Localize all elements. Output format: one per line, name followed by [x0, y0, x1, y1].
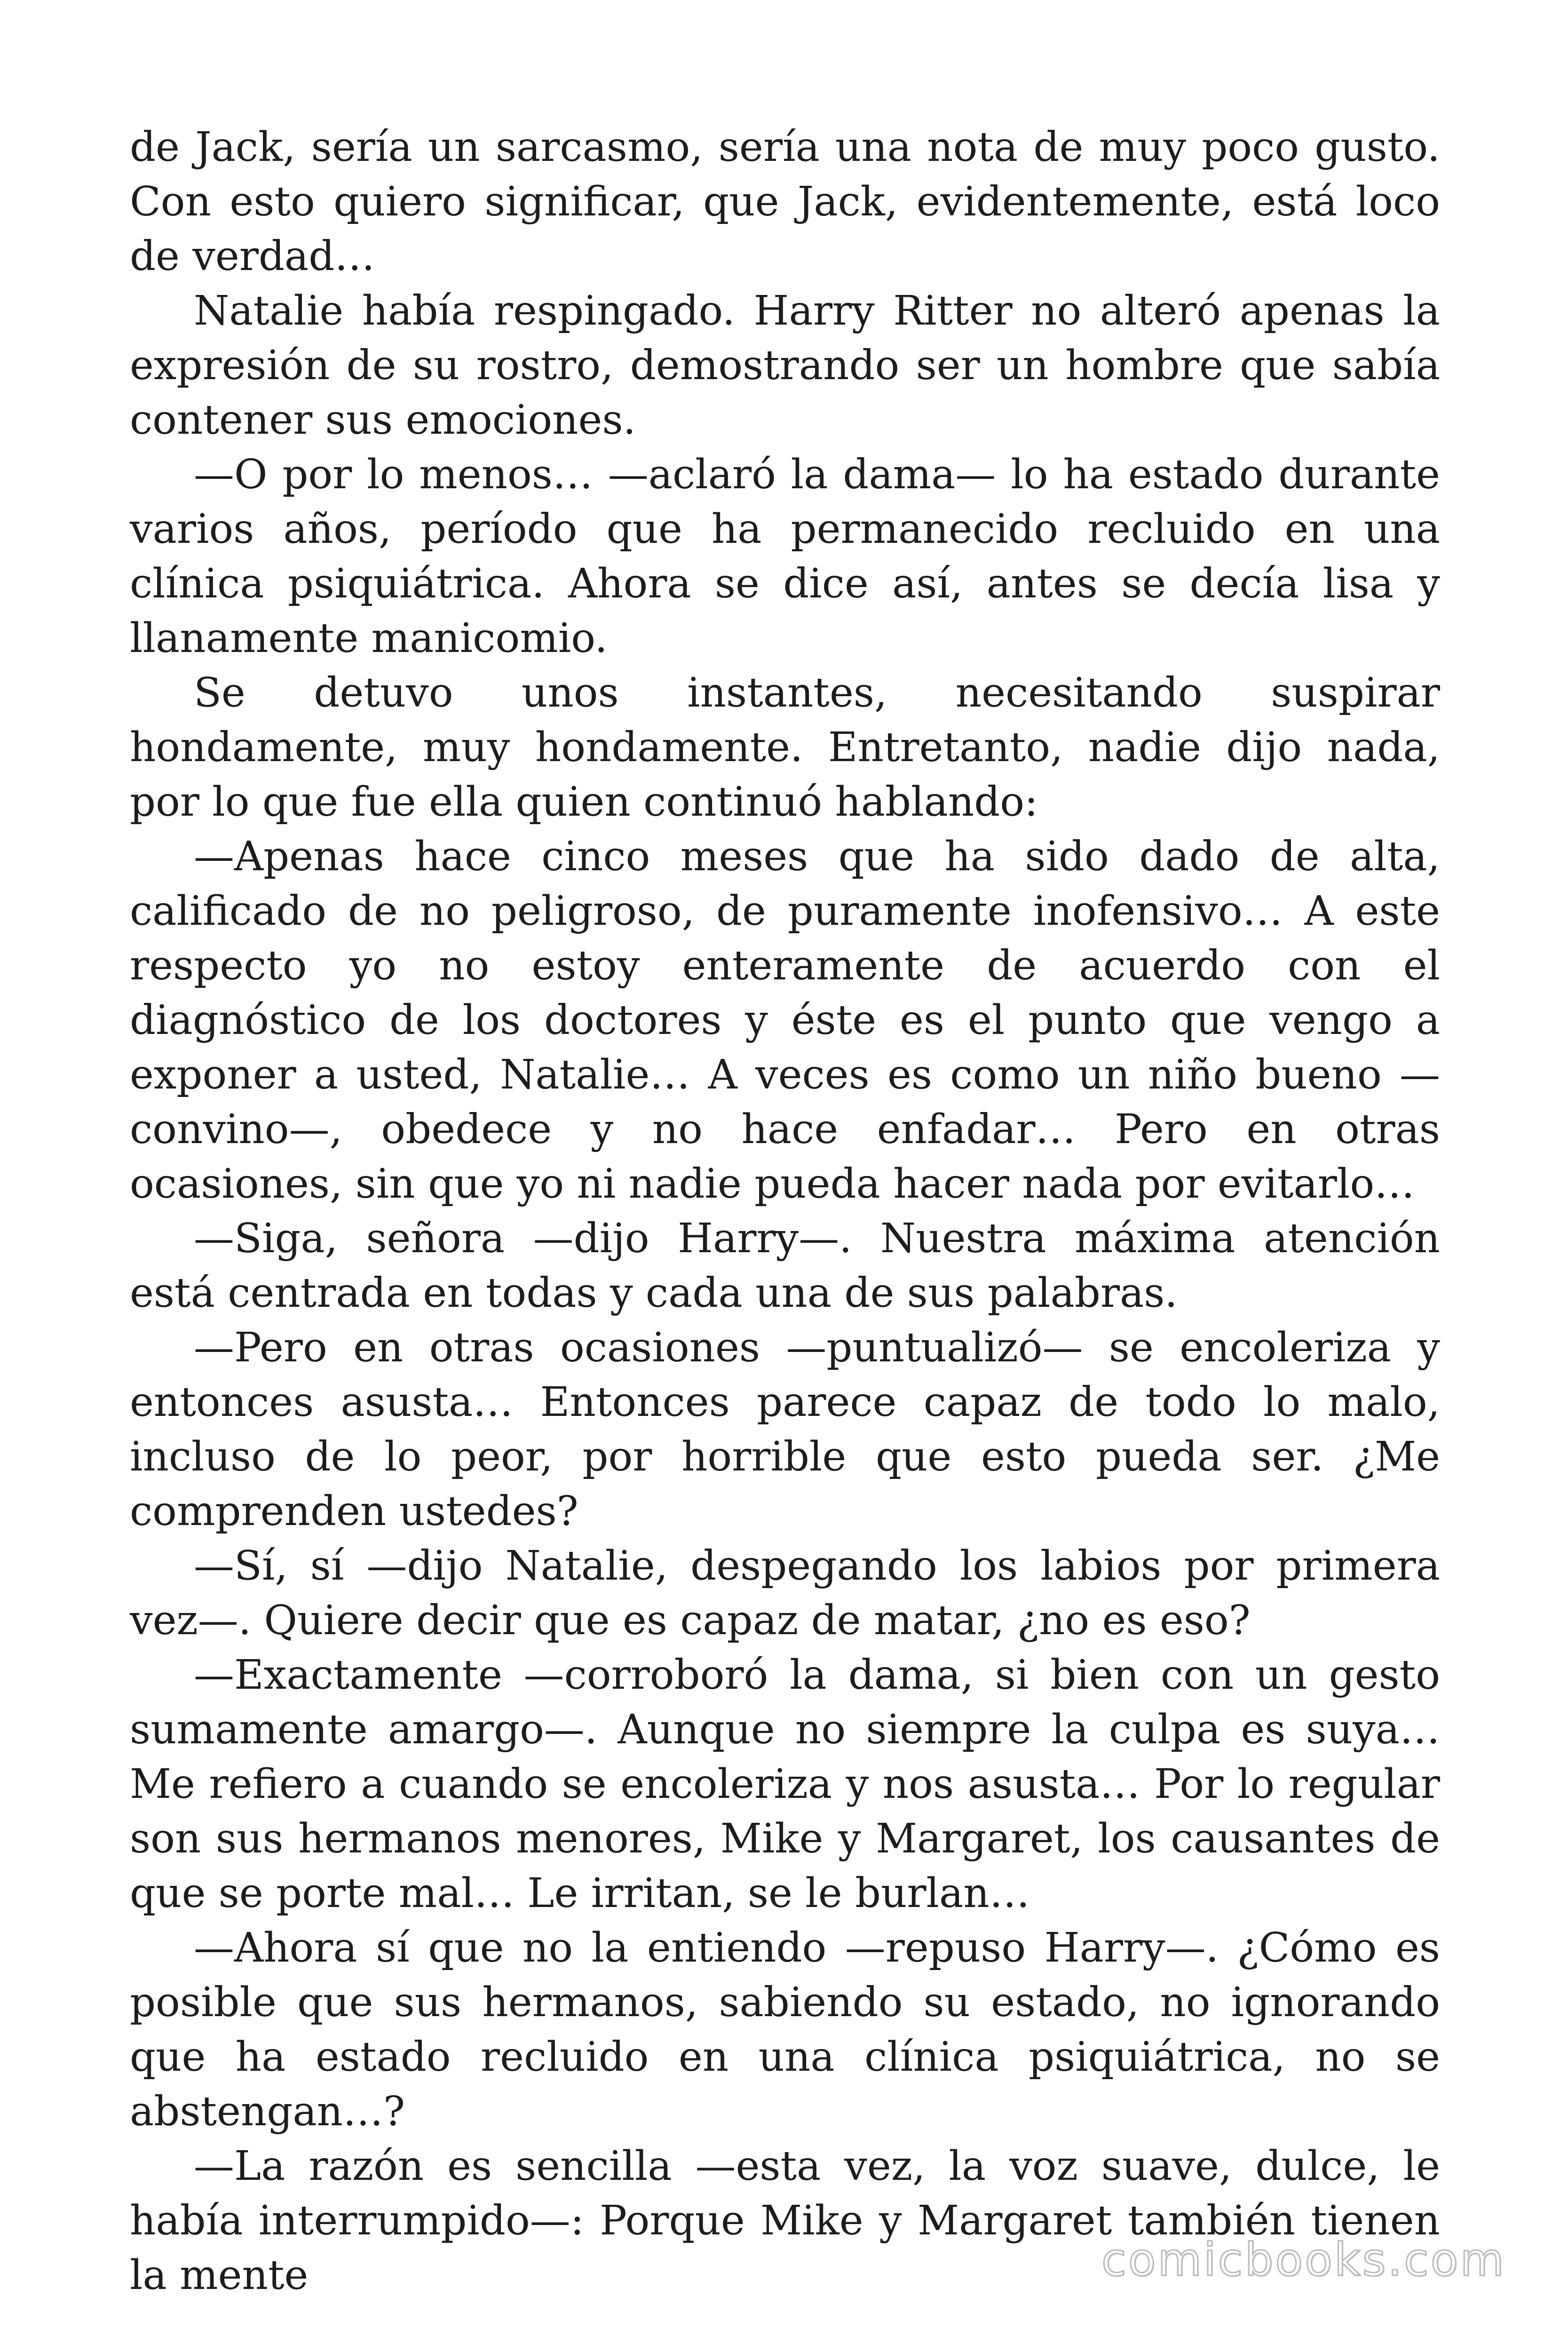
paragraph: de Jack, sería un sarcasmo, sería una nota de muy poco gusto. Con esto quiero significar, que Jack, evidentemente, está loco de verdad… [130, 124, 1440, 280]
paragraph: —Apenas hace cinco meses que ha sido dado de alta, calificado de no peligroso, de puramente inofensivo… A este respecto yo no estoy enteramente de acuerdo con el diagnóstico de los doctores y éste es el punto que vengo a exponer a usted, Natalie… A veces es como un niño bueno —convino—, obedece y no hace enfadar… Pero en otras ocasiones, sin que yo ni nadie pueda hacer nada por evitarlo… [130, 833, 1440, 1208]
paragraph: —La razón es sencilla —esta vez, la voz suave, dulce, le había interrumpido—: Porque Mike y Margaret también tienen la mente [130, 2143, 1440, 2299]
paragraph: Natalie había respingado. Harry Ritter no alteró apenas la expresión de su rostro, demostrando ser un hombre que sabía contener sus emociones. [130, 287, 1440, 444]
paragraph: Se detuvo unos instantes, necesitando suspirar hondamente, muy hondamente. Entretanto, nadie dijo nada, por lo que fue ella quien continuó hablando: [130, 669, 1440, 826]
paragraph: —Siga, señora —dijo Harry—. Nuestra máxima atención está centrada en todas y cada una de sus palabras. [130, 1215, 1440, 1317]
paragraph: —Sí, sí —dijo Natalie, despegando los labios por primera vez—. Quiere decir que es capaz de matar, ¿no es eso? [130, 1542, 1440, 1644]
paragraph: —Ahora sí que no la entiendo —repuso Harry—. ¿Cómo es posible que sus hermanos, sabiendo su estado, no ignorando que ha estado recluido en una clínica psiquiátrica, no se abstengan…? [130, 1924, 1440, 2135]
paragraph: —Exactamente —corroboró la dama, si bien con un gesto sumamente amargo—. Aunque no siempre la culpa es suya… Me refiero a cuando se encoleriza y nos asusta… Por lo regular son sus hermanos menores, Mike y Margaret, los causantes de que se porte mal… Le irritan, se le burlan… [130, 1652, 1440, 1917]
paragraph: —O por lo menos… —aclaró la dama— lo ha estado durante varios años, período que ha permanecido recluido en una clínica psiquiátrica. Ahora se dice así, antes se decía lisa y llanamente manicomio. [130, 451, 1440, 662]
watermark: comicbooks.com [1101, 2233, 1506, 2286]
book-page-text [130, 120, 1440, 2303]
paragraph: —Pero en otras ocasiones —puntualizó— se encoleriza y entonces asusta… Entonces parece capaz de todo lo malo, incluso de lo peor, por horrible que esto pueda ser. ¿Me comprenden ustedes? [130, 1324, 1440, 1535]
